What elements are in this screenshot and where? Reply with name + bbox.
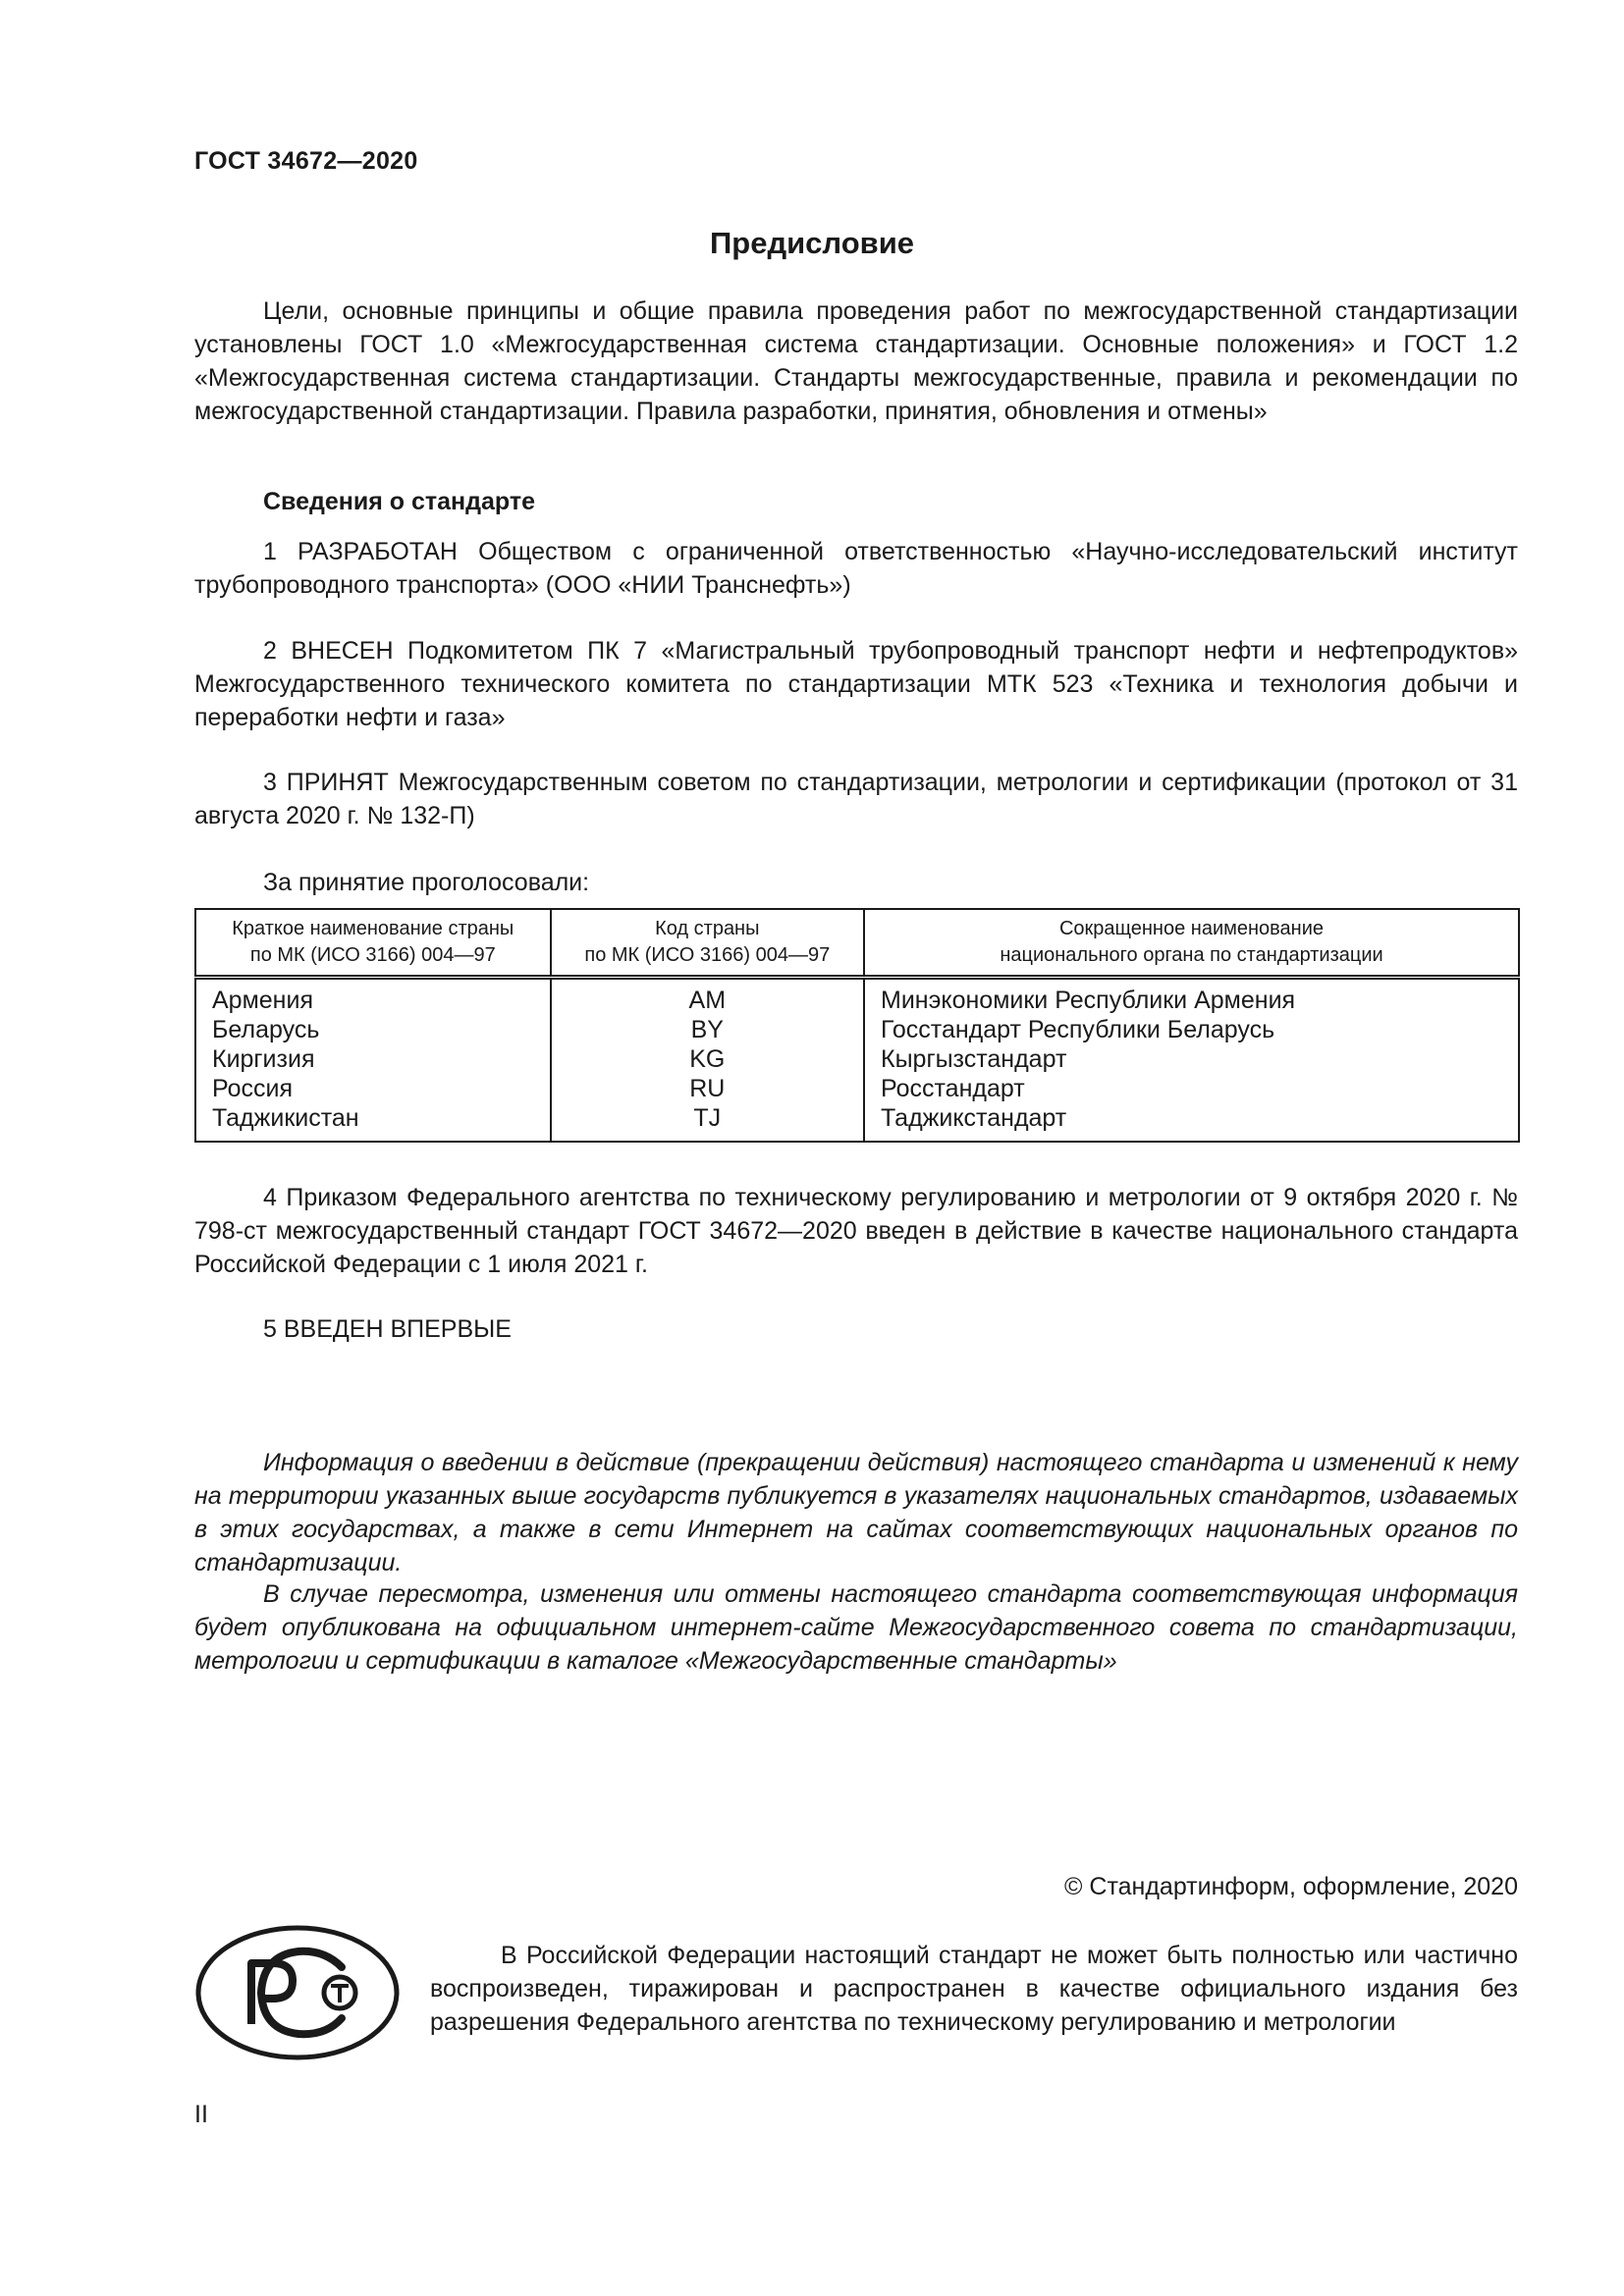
cell-code: KG — [551, 1044, 864, 1074]
table-row — [195, 978, 1519, 1016]
preface-title: Предисловие — [709, 226, 914, 260]
cell-code: RU — [551, 1074, 864, 1103]
cell-code: TJ — [551, 1103, 864, 1142]
cell-country: Таджикистан — [195, 1103, 551, 1142]
header-code — [551, 909, 864, 978]
cell-country: Беларусь — [195, 1015, 551, 1044]
document-code: ГОСТ 34672—2020 — [194, 147, 418, 175]
header-country — [195, 909, 551, 978]
info-item-3: 3 ПРИНЯТ Межгосударственным советом по стандартизации, метрологии и сертификации (протокол от 31 августа 2020 г. № 132-П) — [194, 769, 1518, 829]
rst-certification-mark-icon — [194, 1924, 401, 2061]
cell-body: Минэкономики Республики Армения — [864, 978, 1519, 1016]
votes-table — [194, 908, 1520, 1143]
cell-country: Киргизия — [195, 1044, 551, 1074]
page-number: II — [194, 2101, 208, 2128]
info-item-1: 1 РАЗРАБОТАН Обществом с ограниченной ответственностью «Научно-исследовательский институт трубопроводного транспорта» (ООО «НИИ Транснефть») — [194, 538, 1518, 599]
header-body — [864, 909, 1519, 978]
cell-body: Госстандарт Республики Беларусь — [864, 1015, 1519, 1044]
preface-intro: Цели, основные принципы и общие правила проведения работ по межгосударственной стандартизации установлены ГОСТ 1.0 «Межгосударственная система стандартизации. Основные положения» и ГОСТ 1.2 «Межгосударственная система стандартизации. Стандарты межгосударственные, правила и рекомендации по межгосударственной стандартизации. Правила разработки, принятия, обновления и отмены» — [194, 297, 1518, 425]
reproduction-notice: В Российской Федерации настоящий стандарт не может быть полностью или частично воспроизведен, тиражирован и распространен в качестве официального издания без разрешения Федерального агентства по техническому регулированию и метрологии — [430, 1942, 1518, 2036]
cell-code: BY — [551, 1015, 864, 1044]
table-row — [195, 1015, 1519, 1044]
cell-country: Армения — [195, 978, 551, 1016]
info-note-2: В случае пересмотра, изменения или отмены настоящего стандарта соответствующая информация будет опубликована на официальном интернет-сайте Межгосударственного совета по стандартизации, метрологии и сертификации в каталоге «Межгосударственные стандарты» — [194, 1580, 1518, 1675]
table-row — [195, 1044, 1519, 1074]
copyright-line: © Стандартинформ, оформление, 2020 — [1064, 1873, 1518, 1900]
header-code-line2: по МК (ИСО 3166) 004—97 — [584, 944, 831, 966]
info-item-2: 2 ВНЕСЕН Подкомитетом ПК 7 «Магистральный трубопроводный транспорт нефти и нефтепродуктов» Межгосударственного технического комитета по стандартизации МТК 523 «Техника и технология добычи и переработки нефти и газа» — [194, 637, 1518, 731]
header-body-line2: национального органа по стандартизации — [1000, 944, 1383, 966]
standard-info-heading: Сведения о стандарте — [263, 488, 536, 515]
votes-label: За принятие проголосовали: — [263, 869, 590, 896]
cell-code: AM — [551, 978, 864, 1016]
cell-body: Кыргызстандарт — [864, 1044, 1519, 1074]
info-item-5: 5 ВВЕДЕН ВПЕРВЫЕ — [263, 1315, 512, 1343]
header-body-line1: Сокращенное наименование — [1058, 918, 1325, 939]
info-note-1: Информация о введении в действие (прекращении действия) настоящего стандарта и изменений к нему на территории указанных выше государств публикуется в указателях национальных стандартов, издаваемых в этих государствах, а также в сети Интернет на сайтах соответствующих национальных органов по стандартизации. — [194, 1449, 1518, 1576]
header-code-line1: Код страны — [655, 918, 760, 939]
table-row — [195, 1074, 1519, 1103]
cell-body: Таджикстандарт — [864, 1103, 1519, 1142]
cell-body: Росстандарт — [864, 1074, 1519, 1103]
cell-country: Россия — [195, 1074, 551, 1103]
header-country-line2: по МК (ИСО 3166) 004—97 — [249, 944, 496, 966]
header-country-line1: Краткое наименование страны — [232, 918, 514, 939]
info-item-4: 4 Приказом Федерального агентства по техническому регулированию и метрологии от 9 октября 2020 г. № 798-ст межгосударственный стандарт ГОСТ 34672—2020 введен в действие в качестве национального стандарта Российской Федерации с 1 июля 2021 г. — [194, 1184, 1518, 1278]
votes-table-header-row — [195, 909, 1519, 978]
table-row — [195, 1103, 1519, 1142]
